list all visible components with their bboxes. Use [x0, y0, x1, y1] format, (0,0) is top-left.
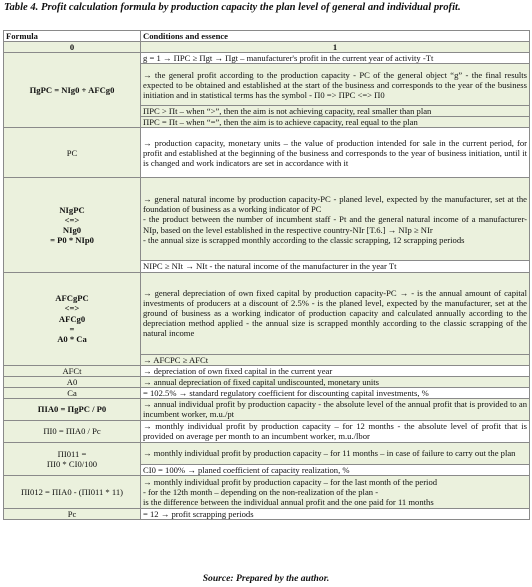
formula-annual-individual-profit: ΠIA0 = ΠgPC / P0: [4, 398, 141, 420]
condition-text: → general depreciation of own fixed capital by production capacity-PC → - is the annual amount of capital investments of producers at a discount of 2.5% - is the planed level, expected by the manufacturer, set at the ground of business as a working indicator of production capacity and calculated annually according to the depreciation method applied - the annual size is scrapped monthly according to the classic scrapping of the natural income: [141, 272, 530, 354]
condition-line: - the annual size is scrapped monthly according to the classic scrapping, 12 scrapping periods: [143, 234, 465, 245]
formula-production-capacity: PC: [4, 128, 141, 178]
condition-line: - the product between the number of incumbent staff - Pt and the general natural income of a manufacturer-NIp, based on the level established in the respective country-NIr [T.6.] → NIp ≥ NIr: [143, 214, 527, 235]
condition-text: → annual depreciation of fixed capital undiscounted, monetary units: [141, 376, 530, 387]
formula-afct: AFCt: [4, 365, 141, 376]
column-number-formula: 0: [4, 42, 141, 53]
formula-pc: Pc: [4, 509, 141, 520]
formula-line: = P0 * NIp0: [50, 235, 94, 246]
formula-line: AFCgPC: [55, 293, 89, 304]
formula-profit-last-month: ΠI012 = ΠIA0 - (ΠI011 * 11): [4, 476, 141, 509]
condition-line: CI0 = 100% → planed coefficient of capacity realization, %: [141, 464, 530, 475]
condition-text: = 12 → profit scrapping periods: [141, 509, 530, 520]
condition-line: → AFCPC ≥ AFCt: [141, 354, 530, 365]
condition-line: NIPC ≥ NIt → NIt - the natural income of the manufacturer in the year Tt: [141, 261, 530, 272]
formula-general-profit: ΠgPC = NIg0 + AFCg0: [4, 53, 141, 128]
condition-text: → monthly individual profit by production capacity – for 12 months - the absolute level of profit that is provided on average per month to an incumbent worker, m.u./lbor: [141, 420, 530, 442]
formula-ca: Ca: [4, 387, 141, 398]
source-note: Source: Prepared by the author.: [202, 573, 330, 584]
formula-line: NIgPC: [59, 204, 85, 215]
condition-line: ΠPC > Πt – when “>”, then the aim is not achieving capacity, real smaller than plan: [141, 106, 530, 117]
formula-line: <=>: [64, 214, 80, 225]
condition-text: [141, 476, 530, 509]
formula-monthly-individual-profit: ΠI0 = ΠIA0 / Pc: [4, 420, 141, 442]
formula-line: <=>: [64, 303, 80, 314]
condition-text: [141, 178, 530, 261]
condition-line: is the difference between the individual annual profit and the one paid for 11 months: [143, 497, 434, 508]
column-number-conditions: 1: [141, 42, 530, 53]
condition-text: = 102.5% → standard regulatory coefficient for discounting capital investments, %: [141, 387, 530, 398]
condition-line: g = 1 → ΠPC ≥ Πgt → Πgt – manufacturer's profit in the current year of activity -Tt: [141, 53, 530, 64]
formula-a0: A0: [4, 376, 141, 387]
formula-line: A0 * Ca: [57, 333, 87, 344]
formula-line: =: [69, 323, 75, 334]
condition-text: → depreciation of own fixed capital in the current year: [141, 365, 530, 376]
formula-depreciation: [4, 272, 141, 365]
condition-line: → monthly individual profit by production capacity – for 11 months – in case of failure to carry out the plan: [141, 442, 530, 464]
header-formula: Formula: [4, 31, 141, 42]
condition-line: - for the 12th month – depending on the non-realization of the plan -: [143, 486, 379, 497]
condition-text: → annual individual profit by production capacity - the absolute level of the annual profit that is provided to an incumbent worker, m.u./pt: [141, 398, 530, 420]
condition-line: ΠPC = Πt – when “=”, then the aim is to achieve capacity, real equal to the plan: [141, 117, 530, 128]
formula-line: NIg0: [62, 225, 82, 236]
formula-line: ΠI0 * CI0/100: [46, 458, 98, 469]
condition-line: → monthly individual profit by production capacity – for the last month of the period: [143, 476, 438, 487]
formula-profit-11-months: [4, 442, 141, 475]
table-caption: Table 4. Profit calculation formula by production capacity the plan level of general and individual profit.: [4, 2, 461, 13]
condition-text: → production capacity, monetary units – the value of production intended for sale in the current period, for profit and established at the beginning of the business and corresponds to the year of business initiation, until it is changed and work indicators are set in accordance with it: [141, 128, 530, 178]
formula-line: ΠI011 =: [57, 448, 87, 459]
formula-natural-income: [4, 178, 141, 272]
header-conditions: Conditions and essence: [141, 31, 530, 42]
formula-line: AFCg0: [58, 313, 86, 324]
profit-formula-table: [3, 30, 530, 520]
condition-line: → the general profit according to the production capacity - PC of the general object “g” - the final results expected to be obtained and established at the start of the business and corresponds to the year of the business initiation and in statistical terms has the symbol - Π0 => ΠPC <=> Π0: [141, 64, 530, 106]
condition-line: → general natural income by production capacity-PC - planed level, expected by the manufacturer, set at the foundation of business as a working indicator of PC: [143, 194, 527, 215]
